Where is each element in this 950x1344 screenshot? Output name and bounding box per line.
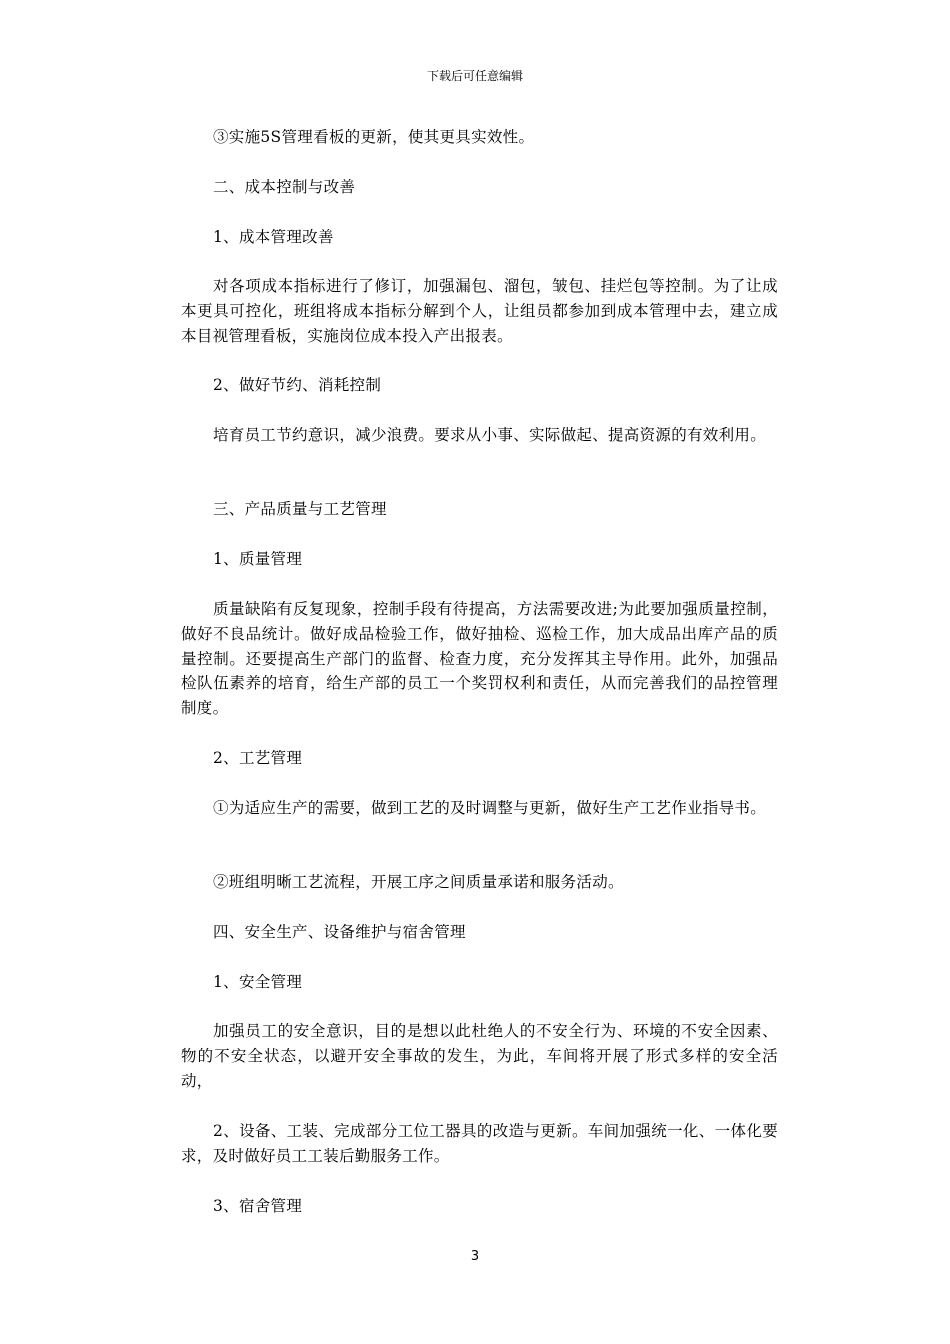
subheading-cost-management: 1、成本管理改善 xyxy=(213,228,334,246)
paragraph-safety: 加强员工的安全意识，目的是想以此杜绝人的不安全行为、环境的不安全因素、物的不安全状态，以避开安全事故的发生，为此，车间将开展了形式多样的安全活动， xyxy=(181,1022,778,1090)
section-heading-2: 二、成本控制与改善 xyxy=(213,178,356,196)
section-heading-3: 三、产品质量与工艺管理 xyxy=(213,500,387,518)
subheading-safety-management: 1、安全管理 xyxy=(213,973,303,991)
page-number: 3 xyxy=(470,1249,480,1264)
subheading-process-management: 2、工艺管理 xyxy=(213,749,303,767)
subheading-dormitory-management: 3、宿舍管理 xyxy=(213,1197,303,1215)
paragraph-saving: 培育员工节约意识，减少浪费。要求从小事、实际做起、提高资源的有效利用。 xyxy=(213,426,767,444)
section-heading-4: 四、安全生产、设备维护与宿舍管理 xyxy=(213,923,466,941)
subheading-saving-control: 2、做好节约、消耗控制 xyxy=(213,376,382,394)
paragraph-cost-management: 对各项成本指标进行了修订，加强漏包、溜包，皱包、挂烂包等控制。为了让成本更具可控化，班组将成本指标分解到个人，让组员都参加到成本管理中去，建立成本目视管理看板，实施岗位成本投入产出报表。 xyxy=(181,277,778,345)
paragraph-process-2: ②班组明晰工艺流程，开展工序之间质量承诺和服务活动。 xyxy=(213,873,624,891)
paragraph-1: ③实施5S管理看板的更新，使其更具实效性。 xyxy=(213,128,535,146)
paragraph-quality: 质量缺陷有反复现象，控制手段有待提高，方法需要改进;为此要加强质量控制，做好不良品统计。做好成品检验工作，做好抽检、巡检工作，加大成品出库产品的质量控制。还要提高生产部门的监督、检查力度，充分发挥其主导作用。此外，加强品检队伍素养的培育，给生产部的员工一个奖罚权利和责任，从而完善我们的品控管理制度。 xyxy=(181,600,778,718)
subheading-quality-management: 1、质量管理 xyxy=(213,550,303,568)
paragraph-process-1: ①为适应生产的需要，做到工艺的及时调整与更新，做好生产工艺作业指导书。 xyxy=(213,799,767,817)
paragraph-equipment: 2、设备、工装、完成部分工位工器具的改造与更新。车间加强统一化、一体化要求，及时做好员工工装后勤服务工作。 xyxy=(181,1122,778,1165)
page-header: 下载后可任意编辑 xyxy=(426,69,523,83)
